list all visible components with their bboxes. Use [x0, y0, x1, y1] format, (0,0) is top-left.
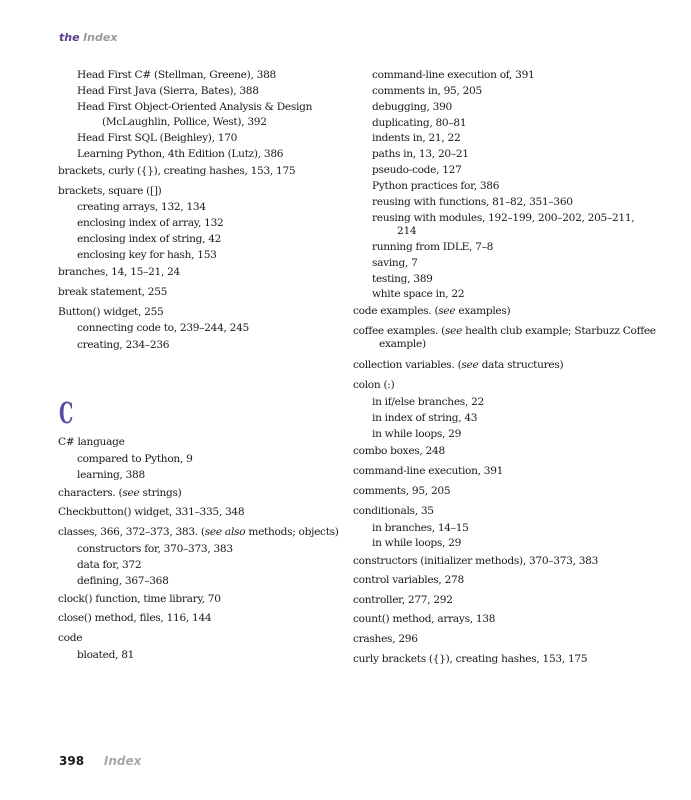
header-section: Index	[83, 31, 118, 44]
index-subentry: Head First SQL (Beighley), 170	[77, 132, 238, 144]
header-prefix: the	[59, 31, 80, 44]
index-subentry: Head First Object-Oriented Analysis & Design	[77, 101, 313, 113]
entry-text: characters. (	[58, 487, 123, 499]
index-entry: count() method, arrays, 138	[353, 613, 496, 625]
index-subentry: enclosing index of string, 42	[77, 233, 222, 245]
index-entry: code	[58, 632, 83, 644]
index-subentry: saving, 7	[372, 257, 418, 269]
index-subentry: in index of string, 43	[372, 412, 478, 424]
entry-text: coffee examples. (	[353, 325, 446, 337]
see-reference: see also	[204, 526, 246, 538]
entry-text: examples)	[455, 305, 511, 317]
index-subentry: in while loops, 29	[372, 428, 462, 440]
index-subentry: 214	[397, 225, 417, 237]
index-entry: controller, 277, 292	[353, 594, 453, 606]
index-subentry: compared to Python, 9	[77, 453, 193, 465]
index-subentry: duplicating, 80–81	[372, 117, 467, 129]
index-entry: crashes, 296	[353, 633, 418, 645]
index-entry: brackets, square ([])	[58, 185, 162, 197]
entry-text: health club example; Starbuzz Coffee	[462, 325, 656, 337]
index-entry: constructors (initializer methods), 370–373, 383	[353, 555, 599, 567]
entry-text: classes, 366, 372–373, 383. (	[58, 526, 205, 538]
index-subentry: testing, 389	[372, 273, 433, 285]
index-subentry: bloated, 81	[77, 649, 135, 661]
index-subentry: white space in, 22	[372, 288, 465, 300]
index-subentry: enclosing index of array, 132	[77, 217, 224, 229]
index-entry	[58, 485, 181, 501]
index-subentry: defining, 367–368	[77, 575, 169, 587]
see-reference: see	[445, 325, 463, 337]
index-subentry: reusing with modules, 192–199, 200–202, 205–211,	[372, 212, 635, 224]
index-entry: branches, 14, 15–21, 24	[58, 266, 180, 278]
index-entry: comments, 95, 205	[353, 485, 451, 497]
index-subentry: enclosing key for hash, 153	[77, 249, 217, 261]
index-entry: C# language	[58, 436, 125, 448]
index-subentry: data for, 372	[77, 559, 142, 571]
index-subentry: constructors for, 370–373, 383	[77, 543, 233, 555]
index-subentry: pseudo-code, 127	[372, 164, 462, 176]
index-subentry: reusing with functions, 81–82, 351–360	[372, 196, 573, 208]
index-entry: command-line execution, 391	[353, 465, 504, 477]
index-subentry: in branches, 14–15	[372, 522, 469, 534]
page-footer	[59, 754, 141, 768]
index-subentry: running from IDLE, 7–8	[372, 241, 494, 253]
index-subentry: indents in, 21, 22	[372, 132, 461, 144]
index-entry: close() method, files, 116, 144	[58, 612, 212, 624]
see-reference: see	[438, 305, 456, 317]
index-subentry: creating, 234–236	[77, 339, 170, 351]
index-entry: clock() function, time library, 70	[58, 593, 221, 605]
index-entry	[353, 303, 510, 319]
page-number: 398	[59, 754, 85, 768]
index-entry: Button() widget, 255	[58, 306, 164, 318]
entry-text: collection variables. (	[353, 359, 462, 371]
index-subentry: in if/else branches, 22	[372, 396, 484, 408]
index-subentry: Head First C# (Stellman, Greene), 388	[77, 69, 276, 81]
entry-text: code examples. (	[353, 305, 439, 317]
see-reference: see	[122, 487, 140, 499]
index-entry: break statement, 255	[58, 286, 168, 298]
index-subentry: in while loops, 29	[372, 537, 462, 549]
index-subentry: comments in, 95, 205	[372, 85, 482, 97]
index-entry: control variables, 278	[353, 574, 464, 586]
index-entry: brackets, curly ({}), creating hashes, 153, 175	[58, 165, 296, 177]
index-entry: conditionals, 35	[353, 505, 434, 517]
index-subentry: command-line execution of, 391	[372, 69, 535, 81]
entry-text: strings)	[139, 487, 182, 499]
index-subentry: debugging, 390	[372, 101, 452, 113]
index-entry: Checkbutton() widget, 331–335, 348	[58, 506, 245, 518]
index-entry	[58, 524, 339, 540]
entry-text: methods; objects)	[245, 526, 339, 538]
index-subentry: learning, 388	[77, 469, 145, 481]
index-entry: combo boxes, 248	[353, 445, 445, 457]
index-subentry: (McLaughlin, Pollice, West), 392	[102, 116, 267, 128]
index-subentry: Learning Python, 4th Edition (Lutz), 386	[77, 148, 284, 160]
index-subentry: connecting code to, 239–244, 245	[77, 322, 249, 334]
index-subentry: paths in, 13, 20–21	[372, 148, 469, 160]
index-subentry: Python practices for, 386	[372, 180, 500, 192]
index-entry	[353, 357, 563, 373]
running-header	[59, 31, 117, 44]
index-subentry: Head First Java (Sierra, Bates), 388	[77, 85, 259, 97]
index-entry: curly brackets ({}), creating hashes, 153, 175	[353, 653, 588, 665]
index-entry: colon (:)	[353, 379, 395, 391]
entry-text: data structures)	[478, 359, 564, 371]
footer-section: Index	[103, 754, 142, 768]
section-letter: C	[59, 396, 74, 430]
index-subentry: creating arrays, 132, 134	[77, 201, 206, 213]
index-subentry: example)	[379, 338, 426, 350]
see-reference: see	[461, 359, 479, 371]
